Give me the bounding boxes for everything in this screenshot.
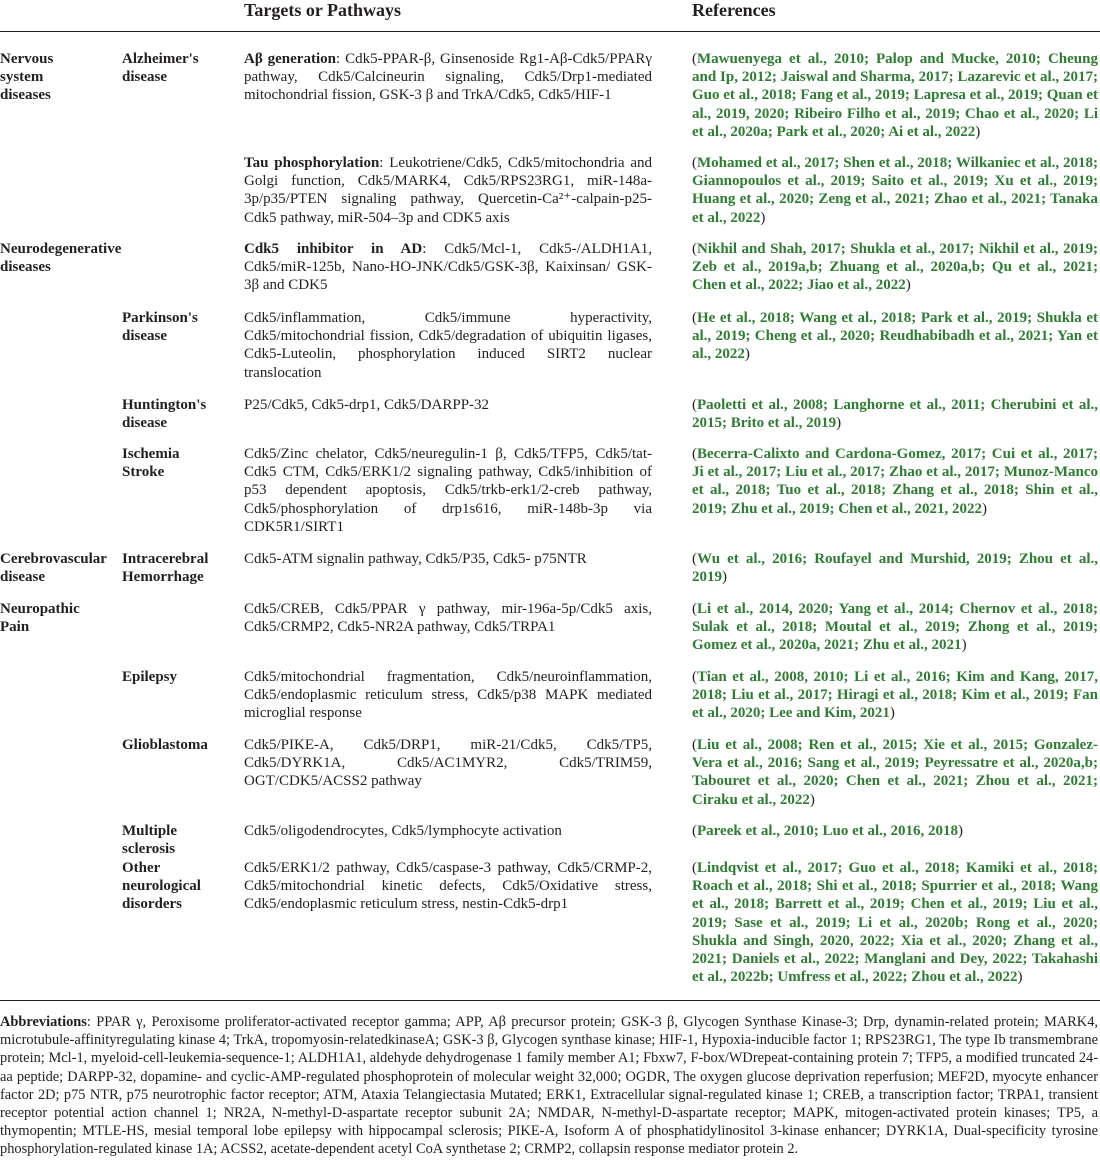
abbreviations-label: Abbreviations xyxy=(0,1014,87,1030)
row-targets: Aβ generation: Cdk5-PPAR-β, Ginsenoside Rg1-Aβ-Cdk5/PPARγ pathway, Cdk5/Calcineurin signaling, Cdk5/Drp1-mediated mitochondrial fission, GSK-3 β and TrkA/Cdk5, Cdk5/HIF-1 xyxy=(244,51,652,104)
target-text: Cdk5/Zinc chelator, Cdk5/neuregulin-1 β, Cdk5/TFP5, Cdk5/tat-Cdk5 CTM, Cdk5/ERK1/2 signaling pathway, Cdk5/inhibition of p53 dependent apoptosis, Cdk5/trkb-erk1/2-creb pathway, Cdk5/phosphorylation of drp1s616, miR-148b-3p via CDK5R1/SIRT1 xyxy=(244,446,652,535)
reference-list[interactable]: Mawuenyega et al., 2010; Palop and Mucke, 2010; Cheung and Ip, 2012; Jaiswal and Sharma, 2017; Lazarevic et al., 2017; Guo et al., 2018; Fang et al., 2019; Lapresa et al., 2019; Quan et al., 2019, 2020; Ribeiro Filho et al., 2019; Chao et al., 2020; Li et al., 2020a; Park et al., 2020; Ai et al., 2022 xyxy=(692,51,1098,140)
reference-list[interactable]: Pareek et al., 2010; Luo et al., 2016, 2018 xyxy=(697,823,958,839)
target-heading: Cdk5 inhibitor in AD xyxy=(244,241,423,257)
header-targets: Targets or Pathways xyxy=(244,0,401,20)
row-references: (Paoletti et al., 2008; Langhorne et al., 2011; Cherubini et al., 2015; Brito et al., 2019) xyxy=(692,397,1098,432)
reference-list[interactable]: Paoletti et al., 2008; Langhorne et al., 2011; Cherubini et al., 2015; Brito et al., 2019 xyxy=(692,397,1098,432)
target-text: Cdk5/oligodendrocytes, Cdk5/lymphocyte activation xyxy=(244,823,562,839)
row-references: (Lindqvist et al., 2017; Guo et al., 2018; Kamiki et al., 2018; Roach et al., 2018; Shi et al., 2018; Spurrier et al., 2018; Wang et al., 2018; Barrett et al., 2019; Chen et al., 2019; Liu et al., 2019; Sase et al., 2019; Li et al., 2020b; Rong et al., 2020; Shukla and Singh, 2020, 2022; Xia et al., 2020; Zhang et al., 2021; Daniels et al., 2022; Manglani and Dey, 2022; Takahashi et al., 2022b; Umfress et al., 2022; Zhou et al., 2022) xyxy=(692,860,1098,986)
row-references: (Wu et al., 2016; Roufayel and Murshid, 2019; Zhou et al., 2019) xyxy=(692,551,1098,586)
row-targets xyxy=(244,600,652,636)
reference-list[interactable]: Li et al., 2014, 2020; Yang et al., 2014; Chernov et al., 2018; Sulak et al., 2018; Moutal et al., 2019; Zhong et al., 2019; Gomez et al., 2020a, 2021; Zhu et al., 2021 xyxy=(692,601,1098,654)
row-references: (Tian et al., 2008, 2010; Li et al., 2016; Kim and Kang, 2017, 2018; Liu et al., 2017; Hiragi et al., 2018; Kim et al., 2019; Fan et al., 2020; Lee and Kim, 2021) xyxy=(692,669,1098,722)
reference-list[interactable]: Lindqvist et al., 2017; Guo et al., 2018; Kamiki et al., 2018; Roach et al., 2018; Shi et al., 2018; Spurrier et al., 2018; Wang et al., 2018; Barrett et al., 2019; Chen et al., 2019; Liu et al., 2019; Sase et al., 2019; Li et al., 2020b; Rong et al., 2020; Shukla and Singh, 2020, 2022; Xia et al., 2020; Zhang et al., 2021; Daniels et al., 2022; Manglani and Dey, 2022; Takahashi et al., 2022b; Umfress et al., 2022; Zhou et al., 2022 xyxy=(692,860,1098,986)
target-heading: Tau phosphorylation xyxy=(244,155,380,171)
reference-list[interactable]: Becerra-Calixto and Cardona-Gomez, 2017; Cui et al., 2017; Ji et al., 2017; Liu et al., 2017; Zhao et al., 2017; Munoz-Manco et al., 2018; Tuo et al., 2018; Zhang et al., 2018; Shin et al., 2019; Zhu et al., 2019; Chen et al., 2021, 2022 xyxy=(692,446,1098,517)
reference-list[interactable]: Liu et al., 2008; Ren et al., 2015; Xie et al., 2015; Gonzalez-Vera et al., 2016; Sang et al., 2019; Peyressatre et al., 2020a,b; Tabouret et al., 2020; Chen et al., 2021; Zhou et al., 2021; Ciraku et al., 2022 xyxy=(692,737,1098,808)
reference-list[interactable]: Tian et al., 2008, 2010; Li et al., 2016; Kim and Kang, 2017, 2018; Liu et al., 2017; Hiragi et al., 2018; Kim et al., 2019; Fan et al., 2020; Lee and Kim, 2021 xyxy=(692,669,1098,722)
row-disease: Glioblastoma xyxy=(122,737,208,753)
row-targets: Tau phosphorylation: Leukotriene/Cdk5, Cdk5/mitochondria and Golgi function, Cdk5/MARK4, Cdk5/RPS23RG1, miR-148a-3p/p35/PTEN signaling pathway, Quercetin-Ca²⁺-calpain-p25-Cdk5 pathway, miR-504–3p and CDK5 axis xyxy=(244,155,653,226)
target-text: Cdk5/Mcl-1, Cdk5-/ALDH1A1, Cdk5/miR-125b, Nano-HO-JNK/Cdk5/GSK-3β, Kaixinsan/ GSK-3β and CDK5 xyxy=(244,241,653,294)
target-heading: Aβ generation xyxy=(244,51,336,67)
target-text: Cdk5-ATM signalin pathway, Cdk5/P35, Cdk5- p75NTR xyxy=(244,551,587,567)
target-text: Cdk5/CREB, Cdk5/PPAR γ pathway, mir-196a-5p/Cdk5 axis, Cdk5/CRMP2, Cdk5-NR2A pathway, Cdk5/TRPA1 xyxy=(244,601,652,636)
row-disease: Huntington's disease xyxy=(122,397,207,432)
row-category: Cerebrovascular disease xyxy=(0,551,107,586)
row-disease: Multiple sclerosis xyxy=(122,823,177,858)
row-targets: Cdk5 inhibitor in AD: Cdk5/Mcl-1, Cdk5-/ALDH1A1, Cdk5/miR-125b, Nano-HO-JNK/Cdk5/GSK-3β, Kaixinsan/ GSK-3β and CDK5 xyxy=(244,241,653,294)
reference-list[interactable]: Wu et al., 2016; Roufayel and Murshid, 2019; Zhou et al., 2019 xyxy=(692,551,1098,586)
row-references: (Becerra-Calixto and Cardona-Gomez, 2017; Cui et al., 2017; Ji et al., 2017; Liu et al., 2017; Zhao et al., 2017; Munoz-Manco et al., 2018; Tuo et al., 2018; Zhang et al., 2018; Shin et al., 2019; Zhu et al., 2019; Chen et al., 2021, 2022) xyxy=(692,446,1098,517)
row-targets xyxy=(244,396,652,414)
abbreviations-text: : PPAR γ, Peroxisome proliferator-activated receptor gamma; APP, Aβ precursor protein; GSK-3 β, Glycogen Synthase Kinase-3; Drp, dynamin-related protein; MARK4, microtubule-affinityregulating kinase 4; TrkA, tropomyosin-relatedkinaseA; GSK-3 β, Glycogen synthase kinase; HIF-1, Hypoxia-inducible factor 1; RPS23RG1, The type Ib transmembrane protein; Mcl-1, myeloid-cell-leukemia-sequence-1; ALDH1A1, aldehyde dehydrogenase 1 family member A1; Fbxw7, F-box/WDrepeat-containing protein 7; TFP5, a modified truncated 24-aa peptide; DARPP-32, dopamine- and cyclic-AMP-regulated phosphoprotein of molecular weight 32,000; OGDR, The oxygen glucose deprivation reperfusion; MEF2D, myocyte enhancer factor 2D; p75 NTR, p75 neurotrophic factor receptor; ATM, Ataxia Telangiectasia Mutated; ERK1, Extracellular signal-regulated kinase 1; CREB, a transcription factor; TRPA1, transient receptor potential action channel 1; NR2A, N-methyl-D-aspartate receptor subunit 2A; NMDAR, N-methyl-D-aspartate receptor; MAPK, mitogen-activated protein kinases; TP5, a thymopentin; MTLE-HS, mesial temporal lobe epilepsy with hippocampal sclerosis; PIKE-A, Isoform A of phosphatidylinositol 3-kinase enhancer; DYRK1A, Dual-specificity tyrosine phosphorylation-regulated kinase 1A; ACSS2, acetate-dependent acetyl CoA synthetase 2; CRMP2, collapsin response mediator protein 2. xyxy=(0,1014,1098,1158)
row-references: (Mawuenyega et al., 2010; Palop and Mucke, 2010; Cheung and Ip, 2012; Jaiswal and Sharma, 2017; Lazarevic et al., 2017; Guo et al., 2018; Fang et al., 2019; Lapresa et al., 2019; Quan et al., 2019, 2020; Ribeiro Filho et al., 2019; Chao et al., 2020; Li et al., 2020a; Park et al., 2020; Ai et al., 2022) xyxy=(692,51,1098,140)
row-disease: Ischemia Stroke xyxy=(122,446,180,481)
row-targets xyxy=(244,550,652,568)
reference-list[interactable]: Nikhil and Shah, 2017; Shukla et al., 2017; Nikhil et al., 2019; Zeb et al., 2019a,b; Zhuang et al., 2020a,b; Qu et al., 2021; Chen et al., 2022; Jiao et al., 2022 xyxy=(692,241,1098,294)
row-references: (Liu et al., 2008; Ren et al., 2015; Xie et al., 2015; Gonzalez-Vera et al., 2016; Sang et al., 2019; Peyressatre et al., 2020a,b; Tabouret et al., 2020; Chen et al., 2021; Zhou et al., 2021; Ciraku et al., 2022) xyxy=(692,737,1098,808)
row-category: Nervous system diseases xyxy=(0,51,54,104)
row-references: (He et al., 2018; Wang et al., 2018; Park et al., 2019; Shukla et al., 2019; Cheng et al., 2020; Reudhabibadh et al., 2021; Yan et al., 2022) xyxy=(692,310,1098,363)
row-category: Neuropathic Pain xyxy=(0,601,80,636)
row-references: (Li et al., 2014, 2020; Yang et al., 2014; Chernov et al., 2018; Sulak et al., 2018; Moutal et al., 2019; Zhong et al., 2019; Gomez et al., 2020a, 2021; Zhu et al., 2021) xyxy=(692,601,1098,654)
header-references: References xyxy=(692,0,776,20)
header-rule xyxy=(0,31,1100,32)
row-references: (Mohamed et al., 2017; Shen et al., 2018; Wilkaniec et al., 2018; Giannopoulos et al., 2019; Saito et al., 2019; Xu et al., 2019; Huang et al., 2020; Zeng et al., 2021; Zhao et al., 2021; Tanaka et al., 2022) xyxy=(692,155,1098,226)
row-disease: Intracerebral Hemorrhage xyxy=(122,551,209,586)
row-disease: Other neurological disorders xyxy=(122,860,201,913)
target-text: Cdk5/ERK1/2 pathway, Cdk5/caspase-3 pathway, Cdk5/CRMP-2, Cdk5/mitochondrial kinetic defects, Cdk5/Oxidative stress, Cdk5/endoplasmic reticulum stress, nestin-Cdk5-drp1 xyxy=(244,860,652,913)
abbreviations-note xyxy=(0,1013,1098,1159)
reference-list[interactable]: Mohamed et al., 2017; Shen et al., 2018; Wilkaniec et al., 2018; Giannopoulos et al., 2019; Saito et al., 2019; Xu et al., 2019; Huang et al., 2020; Zeng et al., 2021; Zhao et al., 2021; Tanaka et al., 2022 xyxy=(692,155,1098,226)
target-text: Leukotriene/Cdk5, Cdk5/mitochondria and Golgi function, Cdk5/MARK4, Cdk5/RPS23RG1, miR-148a-3p/p35/PTEN signaling pathway, Quercetin-Ca²⁺-calpain-p25-Cdk5 pathway, miR-504–3p and CDK5 axis xyxy=(244,155,653,226)
row-targets xyxy=(244,309,652,382)
reference-list[interactable]: He et al., 2018; Wang et al., 2018; Park et al., 2019; Shukla et al., 2019; Cheng et al., 2020; Reudhabibadh et al., 2021; Yan et al., 2022 xyxy=(692,310,1098,363)
row-targets xyxy=(244,736,652,791)
footer-rule xyxy=(0,1000,1100,1001)
row-disease: Parkinson's disease xyxy=(122,310,198,345)
row-targets xyxy=(244,822,652,840)
row-targets xyxy=(244,445,652,536)
row-disease: Epilepsy xyxy=(122,669,178,685)
row-references: (Nikhil and Shah, 2017; Shukla et al., 2017; Nikhil et al., 2019; Zeb et al., 2019a,b; Zhuang et al., 2020a,b; Qu et al., 2021; Chen et al., 2022; Jiao et al., 2022) xyxy=(692,241,1098,294)
row-targets xyxy=(244,859,652,914)
target-text: Cdk5-PPAR-β, Ginsenoside Rg1-Aβ-Cdk5/PPARγ pathway, Cdk5/Calcineurin signaling, Cdk5/Drp1-mediated mitochondrial fission, GSK-3 β and TrkA/Cdk5, Cdk5/HIF-1 xyxy=(244,51,652,104)
target-text: Cdk5/inflammation, Cdk5/immune hyperactivity, Cdk5/mitochondrial fission, Cdk5/degradation of ubiquitin ligases, Cdk5-Luteolin, phosphorylation induced SIRT2 nuclear translocation xyxy=(244,310,652,381)
target-text: Cdk5/PIKE-A, Cdk5/DRP1, miR-21/Cdk5, Cdk5/TP5, Cdk5/DYRK1A, Cdk5/AC1MYR2, Cdk5/TRIM59, OGT/CDK5/ACSS2 pathway xyxy=(244,737,652,790)
row-category: Neurodegenerative diseases xyxy=(0,241,122,276)
row-references: (Pareek et al., 2010; Luo et al., 2016, 2018) xyxy=(692,823,963,839)
row-targets xyxy=(244,668,652,723)
row-disease: Alzheimer's disease xyxy=(122,51,199,86)
target-text: Cdk5/mitochondrial fragmentation, Cdk5/neuroinflammation, Cdk5/endoplasmic reticulum stress, Cdk5/p38 MAPK mediated microglial response xyxy=(244,669,652,722)
target-text: P25/Cdk5, Cdk5-drp1, Cdk5/DARPP-32 xyxy=(244,397,490,413)
